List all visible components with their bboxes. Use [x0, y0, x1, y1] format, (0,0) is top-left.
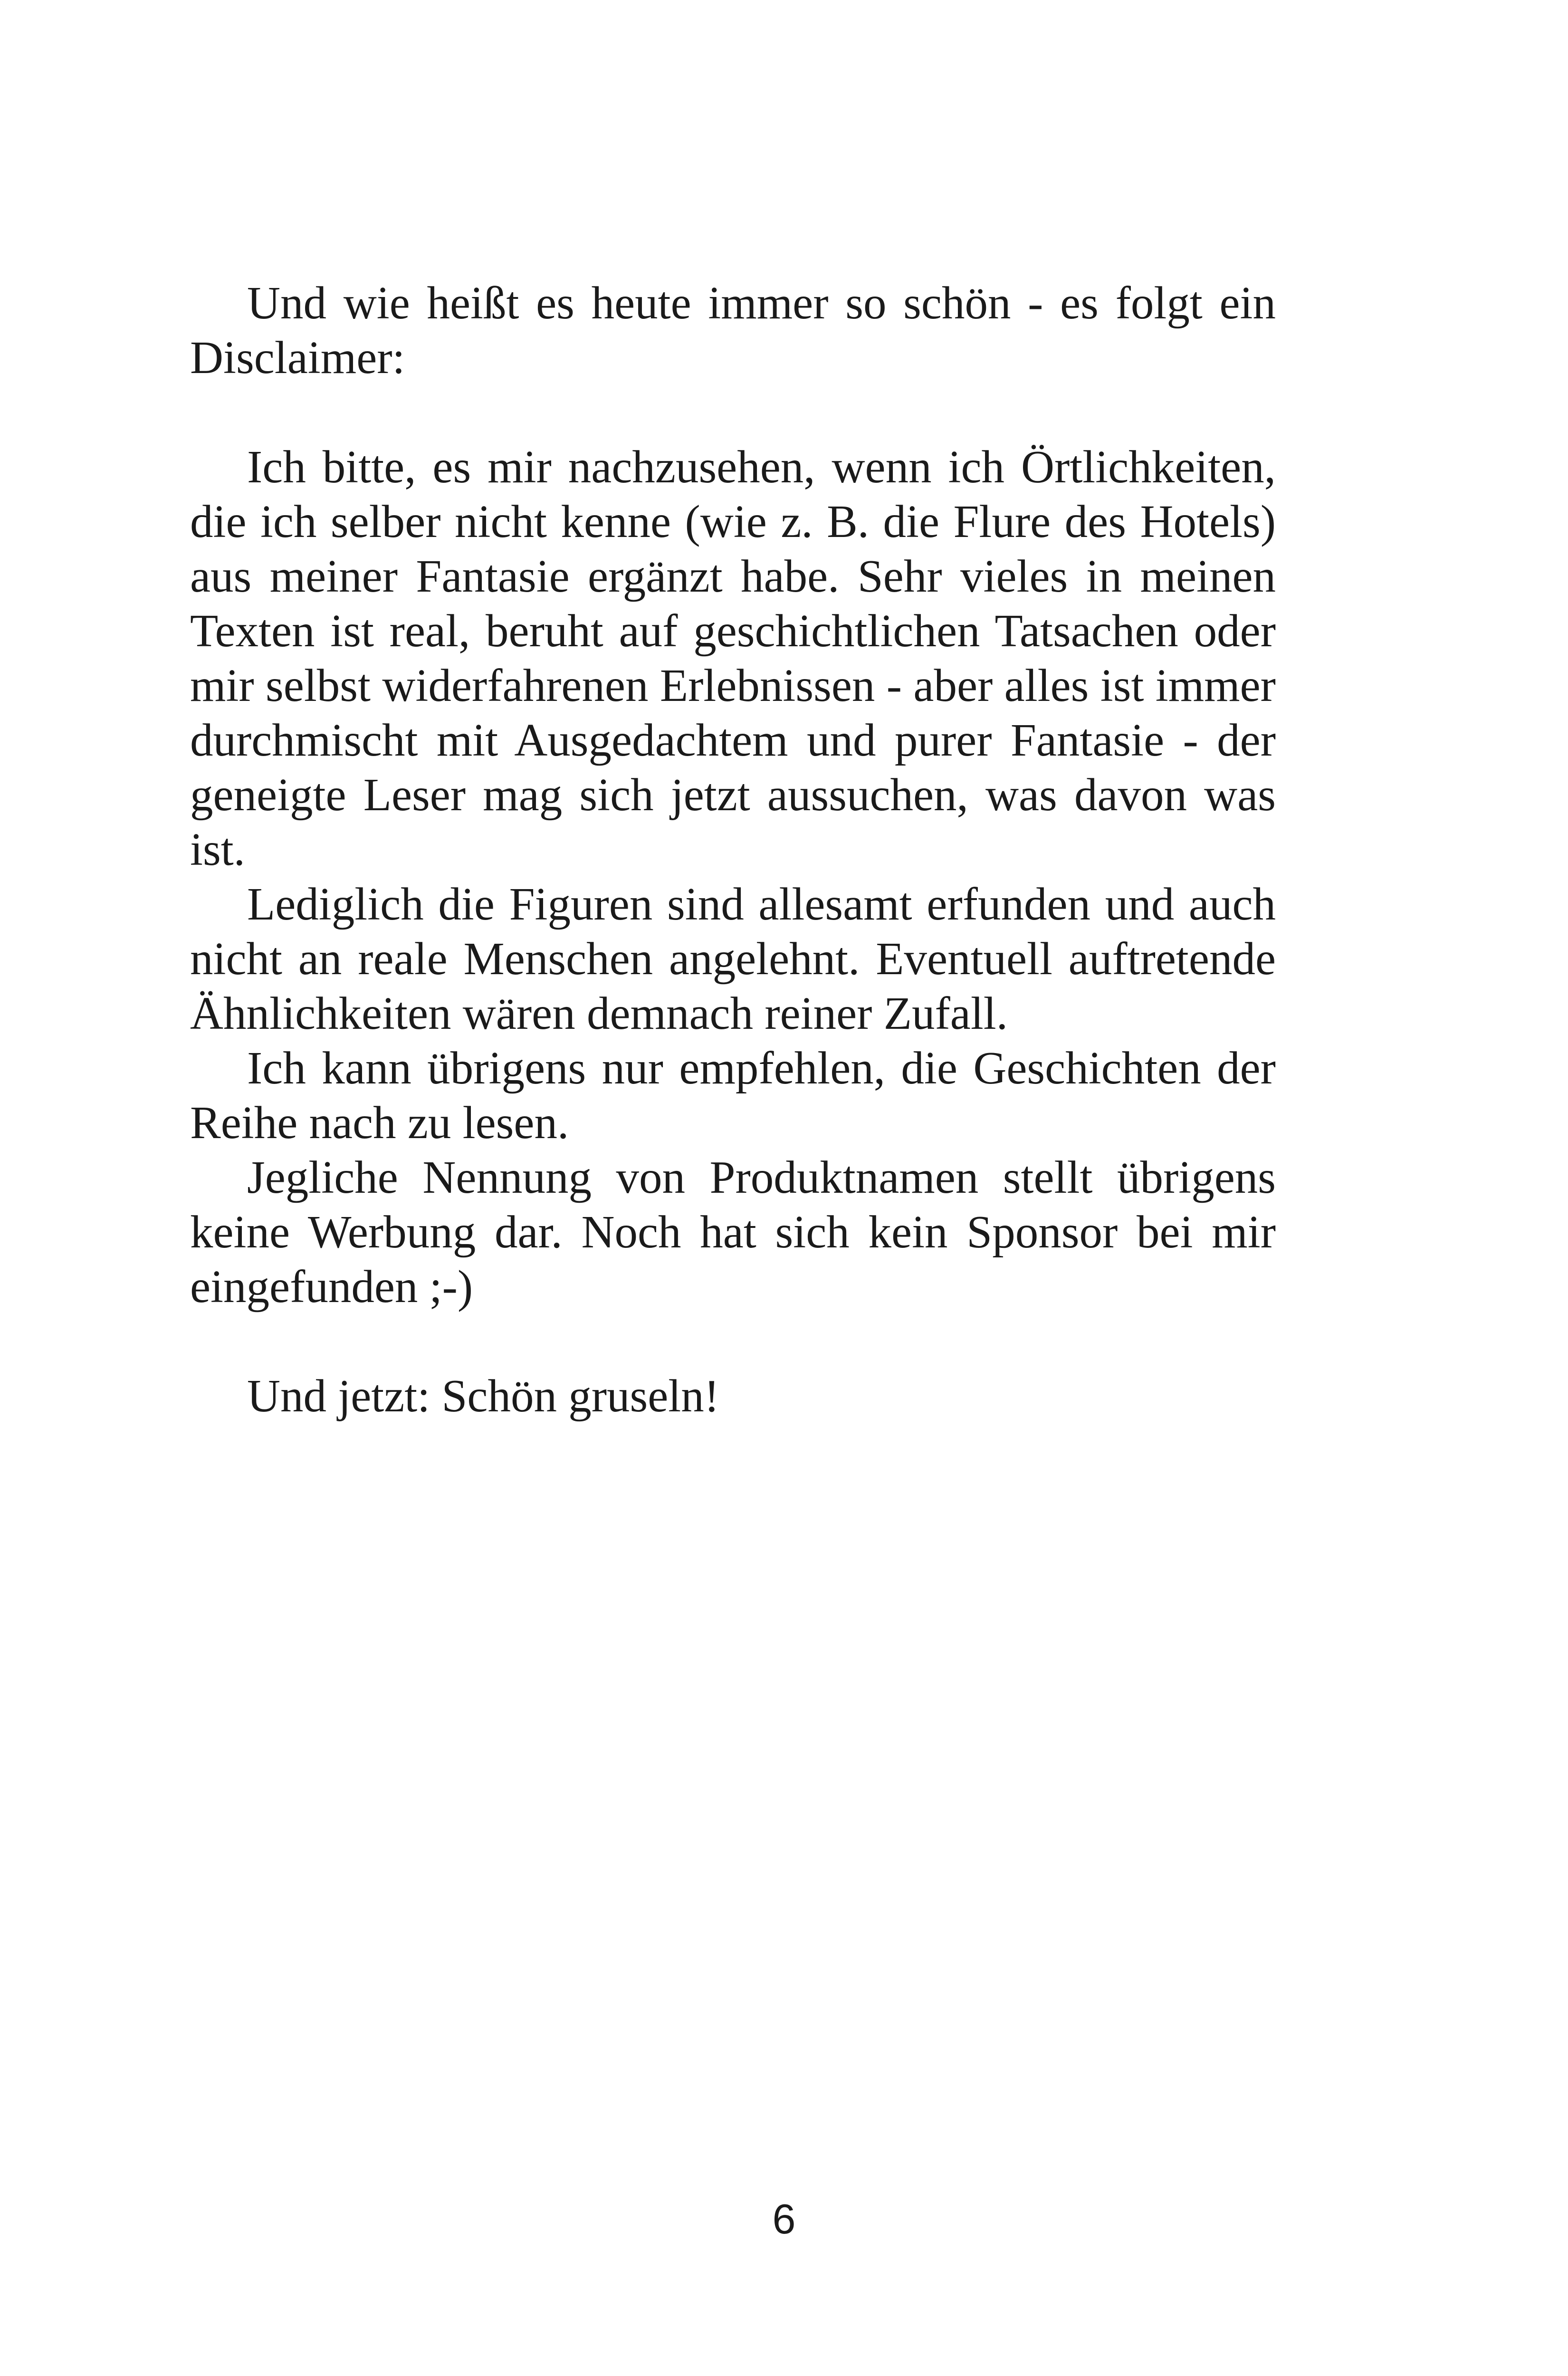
paragraph-disclaimer-intro: Und wie heißt es heute immer so schön - es folgt ein Disclaimer:: [190, 278, 1276, 383]
paragraph-locations: Ich bitte, es mir nachzusehen, wenn ich Örtlichkeiten, die ich selber nicht kenne (wie z. B. die Flure des Hotels) aus meiner Fantasie ergänzt habe. Sehr vieles in meinen Texten ist real, beruht auf geschichtlichen Tatsachen oder mir selbst widerfahrenen Erlebnissen - aber alles ist immer durchmischt mit Ausgedachtem und purer Fantasie - der geneigte Leser mag sich jetzt aussuchen, was davon was ist.: [190, 441, 1276, 875]
paragraph-characters: Lediglich die Figuren sind allesamt erfunden und auch nicht an reale Menschen angelehnt. Eventuell auftretende Ähnlichkeiten wären demnach reiner Zufall.: [190, 879, 1276, 1039]
paragraph-reading-order: Ich kann übrigens nur empfehlen, die Geschichten der Reihe nach zu lesen.: [190, 1043, 1276, 1148]
page-number: 6: [772, 2195, 796, 2242]
paragraph-product-names: Jegliche Nennung von Produktnamen stellt übrigens keine Werbung dar. Noch hat sich kein Sponsor bei mir eingefunden ;-): [190, 1152, 1276, 1312]
body-text: [190, 276, 1276, 1423]
paragraph-closing: Und jetzt: Schön gruseln!: [247, 1370, 720, 1421]
